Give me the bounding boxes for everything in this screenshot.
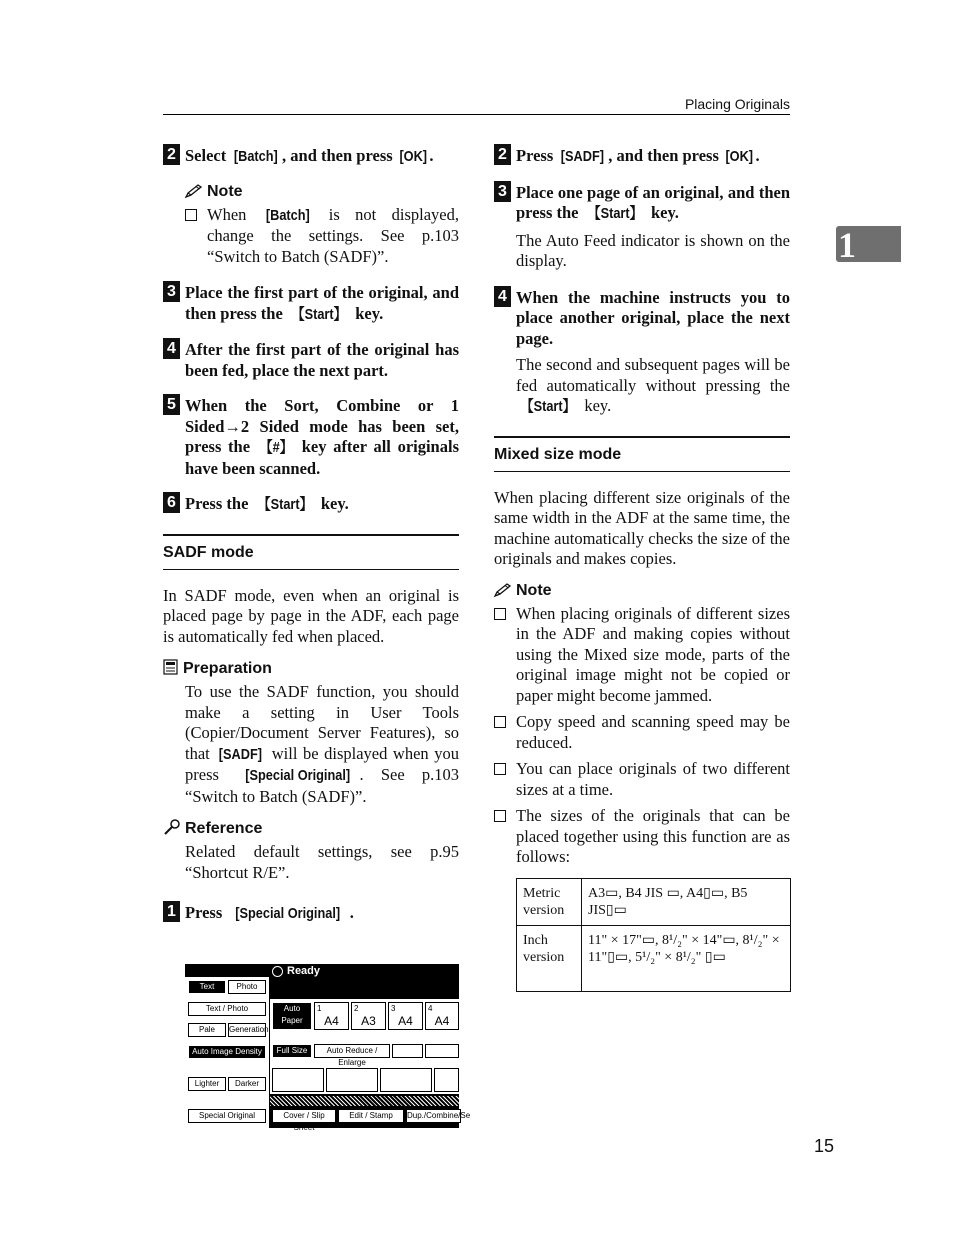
chapter-tab — [836, 225, 901, 265]
checkbox-bullet-icon — [185, 209, 197, 221]
page-number: 15 — [813, 1136, 834, 1156]
sadf-description: In SADF mode, even when an original is placed page by page in the ADF, each page is automatically fed when placed. — [163, 585, 459, 646]
preparation-text: To use the SADF function, you should make a setting in User Tools (Copier/Document Server Features), so that [SADF] will be displayed when you press [Special Original] . See p.103 “Switch to Batch (SADF)”. — [185, 682, 460, 806]
copier-display-screenshot — [185, 964, 471, 1132]
special-original-button: Special Original — [188, 1109, 266, 1123]
step-press-start: 6 Press the 【Start】 key. — [163, 494, 459, 516]
edit-stamp-button: Edit / Stamp — [338, 1109, 404, 1123]
ready-icon — [272, 966, 283, 977]
step-select-batch: 2 Select [Batch] , and then press [OK] . — [163, 146, 459, 168]
auto-reduce-enlarge-button: Auto Reduce / Enlarge — [314, 1044, 390, 1058]
start-key: 【Start】 — [520, 398, 576, 415]
ok-key: [OK] — [725, 148, 754, 165]
step-place-next-part: 4 After the first part of the original has been fed, place the next part. — [163, 340, 459, 381]
step-place-first-part: 3 Place the first part of the original, and then press the 【Start】 key. — [163, 283, 459, 325]
auto-feed-note: The Auto Feed indicator is shown on the display. — [516, 230, 790, 270]
chapter-tab-number: 1 — [838, 225, 856, 265]
batch-key: [Batch] — [234, 148, 279, 165]
tray-3-button: 3 A4 — [388, 1002, 423, 1030]
table-cell: 11" × 17"▭, 8¹/₂" × 14"▭, 8¹/₂" × 11"▯▭, 5¹/₂" × 8¹/₂" ▯▭ — [582, 925, 791, 991]
darker-button: Darker — [228, 1077, 266, 1091]
table-row — [517, 925, 791, 991]
running-header: Placing Originals — [684, 96, 790, 112]
checkbox-bullet-icon — [494, 716, 506, 728]
auto-density-button: Auto Image Density — [188, 1045, 266, 1059]
text-photo-button: Text / Photo — [188, 1002, 266, 1016]
sadf-key: [SADF] — [561, 148, 605, 165]
subsequent-pages-note: The second and subsequent pages will be fed automatically without pressing the 【Start】 key. — [494, 355, 790, 418]
booklet-mode-icon — [434, 1068, 459, 1092]
mixed-size-description: When placing different size originals of the same width in the ADF at the same time, the machine automatically checks the size of the originals and makes copies. — [494, 487, 790, 568]
lighter-button: Lighter — [188, 1077, 226, 1091]
header-rule — [163, 114, 790, 115]
full-size-button: Full Size — [272, 1044, 312, 1058]
status-bar — [270, 964, 459, 979]
checkbox-bullet-icon — [494, 810, 506, 822]
table-cell: A3▭, B4 JIS ▭, A4▯▭, B5 JIS▯▭ — [582, 878, 791, 925]
photo-button: Photo — [228, 980, 266, 994]
special-original-key: [Special Original] — [235, 905, 341, 922]
generation-button: Generation — [228, 1023, 266, 1037]
step-place-one-page: 3 Place one page of an original, and then press the 【Start】 key. — [494, 183, 790, 225]
combine-mode-icon — [380, 1068, 432, 1092]
pencil-icon — [185, 184, 203, 198]
preparation-heading: Preparation — [163, 659, 459, 678]
step-number: 2 — [163, 144, 180, 165]
note-heading: Note — [185, 183, 459, 201]
note-heading: Note — [494, 582, 790, 600]
cover-slip-sheet-button: Cover / Slip Sheet — [272, 1109, 336, 1123]
duplex-mode-icon — [326, 1068, 378, 1092]
tray-1-button: 1 A4 — [314, 1002, 349, 1030]
section-title-sadf: SADF mode — [163, 534, 459, 570]
table-cell: Metric version — [517, 878, 582, 925]
ratio-button — [425, 1044, 459, 1058]
checkbox-bullet-icon — [494, 608, 506, 620]
start-key: 【Start】 — [291, 305, 347, 323]
pale-button: Pale — [188, 1023, 226, 1037]
note-item: Copy speed and scanning speed may be reduced. — [494, 712, 790, 753]
step-place-next-page: 4 When the machine instructs you to place another original, place the next page. — [494, 288, 790, 350]
checkbox-bullet-icon — [494, 763, 506, 775]
table-row — [517, 878, 791, 925]
text-button: Text — [188, 980, 226, 994]
step-press-hash: 5 When the Sort, Combine or 1 Sided→2 Sided mode has been set, press the 【#】 key after all originals have been scanned. — [163, 396, 459, 479]
tray-4-button: 4 A4 — [425, 1002, 459, 1030]
ratio-button — [392, 1044, 423, 1058]
tray-2-button: 2 A3 — [351, 1002, 386, 1030]
note-item: You can place originals of two different sizes at a time. — [494, 759, 790, 800]
step-press-sadf: 2 Press [SADF] , and then press [OK] . — [494, 146, 790, 168]
auto-paper-select-button: Auto Paper Select — [272, 1002, 312, 1030]
original-sizes-table — [516, 878, 791, 992]
hash-key: 【#】 — [259, 439, 293, 456]
note-item: When [Batch] is not displayed, change the settings. See p.103 “Switch to Batch (SADF)”. — [163, 205, 459, 268]
right-column — [494, 146, 790, 992]
section-title-mixed-size: Mixed size mode — [494, 436, 790, 472]
hatched-divider — [270, 1096, 459, 1106]
magnifier-icon — [163, 819, 181, 835]
ok-key: [OK] — [399, 148, 427, 165]
start-key: 【Start】 — [587, 205, 642, 222]
reference-text: Related default settings, see p.95 “Shortcut R/E”. — [185, 842, 459, 882]
note-item: When placing originals of different sizes in the ADF and making copies without using the Mixed size mode, parts of the original image might not be copied or paper might become jammed. — [494, 604, 790, 707]
left-column — [163, 146, 459, 940]
start-key: 【Start】 — [257, 496, 312, 513]
note-item: The sizes of the originals that can be placed together using this function are as follows: — [494, 806, 790, 868]
step-press-special-original: 1 Press [Special Original] . — [163, 903, 459, 925]
dup-combine-series-button: Dup./Combine/Se — [406, 1109, 461, 1123]
reference-heading: Reference — [163, 819, 459, 838]
duplex-mode-icon — [272, 1068, 324, 1092]
table-cell: Inch version — [517, 925, 582, 991]
preparation-icon — [163, 659, 179, 675]
pencil-icon — [494, 583, 512, 597]
ready-status: Ready — [287, 965, 321, 977]
